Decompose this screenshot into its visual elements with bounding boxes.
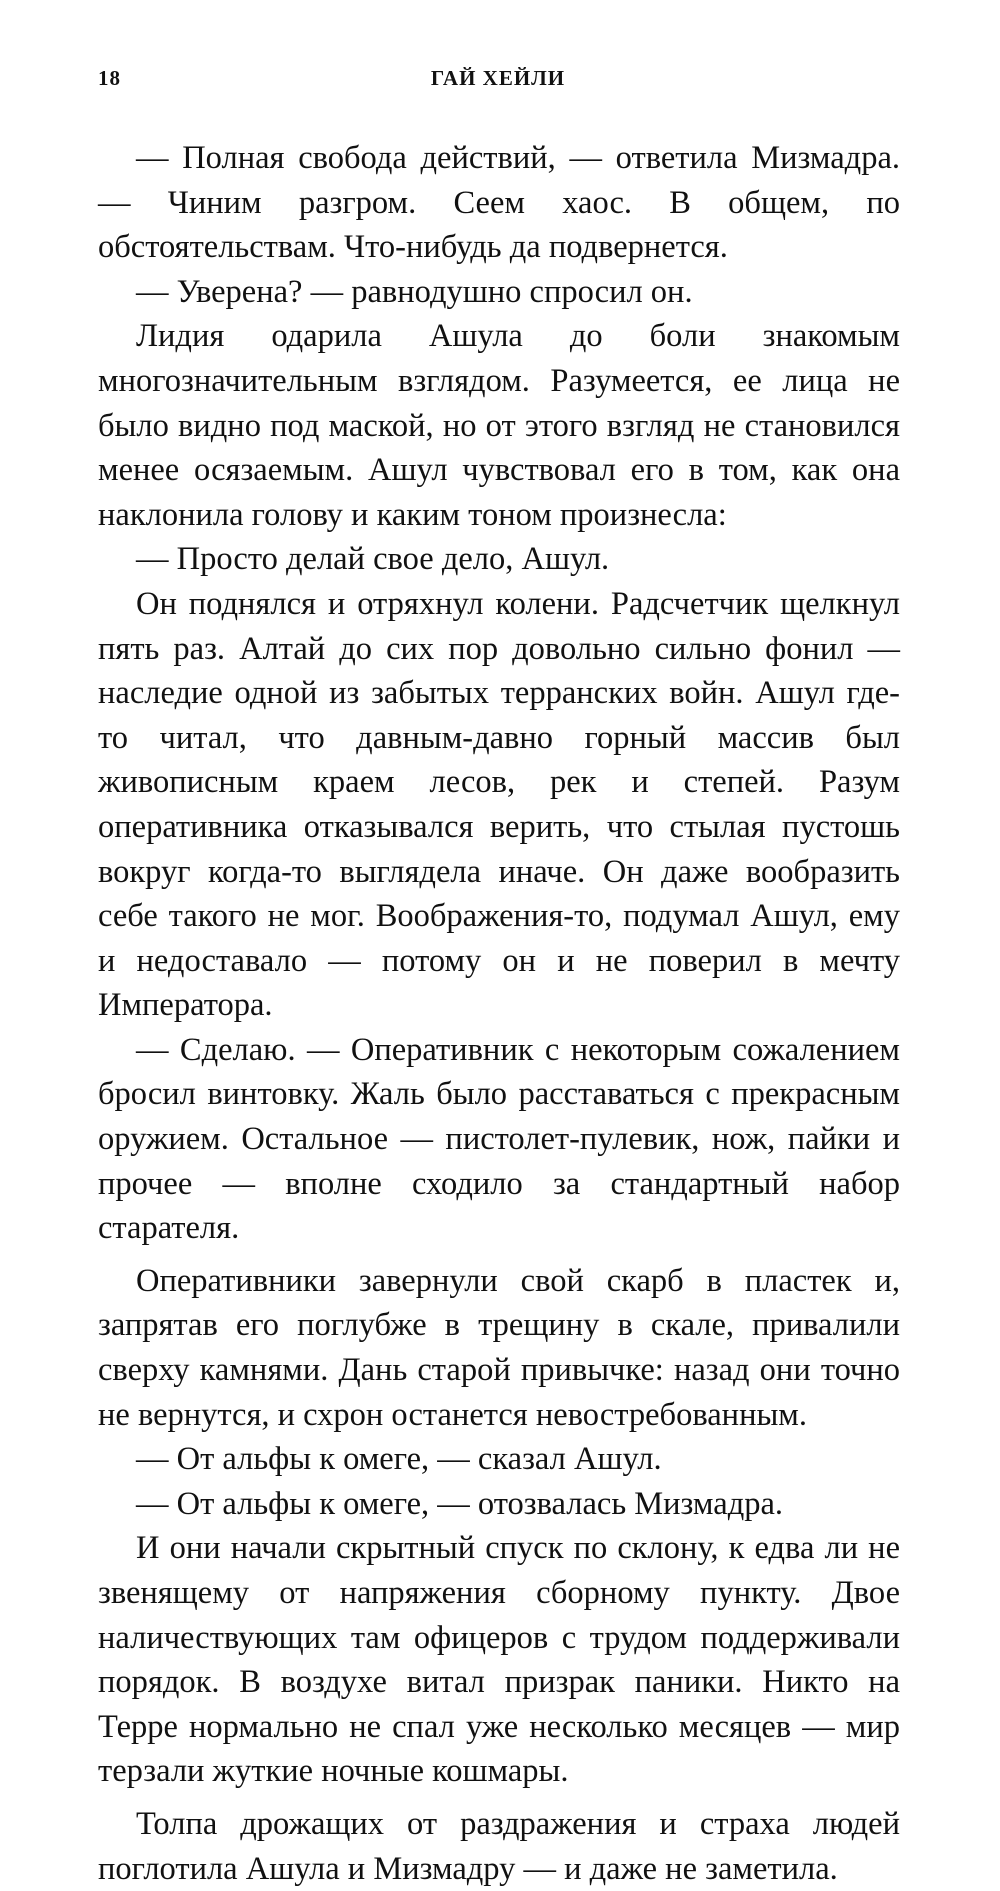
paragraph: — Просто делай свое дело, Ашул. [136,541,610,578]
text-body [98,136,900,1891]
paragraph: И они начали скрытный спуск по склону, к едва ли не звенящему от напряжения сборному пункту. Двое наличествующих там офицеров с трудом поддерживали порядок. В воздухе витал призрак паники. Никто на Терре нормально не спал уже несколько месяцев — мир терзали жуткие ночные кошмары. [98,1530,900,1790]
page-number: 18 [98,66,121,90]
paragraph: Лидия одарила Ашула до боли знакомым многозначительным взглядом. Разумеется, ее лица не было видно под маской, но от этого взгляд не становился менее осязаемым. Ашул чувствовал его в том, как она наклонила голову и каким тоном произнесла: [98,318,900,533]
paragraph: Он поднялся и отряхнул колени. Радсчетчик щелкнул пять раз. Алтай до сих пор довольно сильно фонил — наследие одной из забытых терранских войн. Ашул где-то читал, что давным-давно горный массив был живописным краем лесов, рек и степей. Разум оперативника отказывался верить, что стылая пустошь вокруг когда-то выглядела иначе. Он даже вообразить себе такого не мог. Воображения-то, подумал Ашул, ему и недоставало — потому он и не поверил в мечту Императора. [98,585,900,1024]
paragraph: Оперативники завернули свой скарб в пластек и, запрятав его поглубже в трещину в скале, привалили сверху камнями. Дань старой привычке: назад они точно не вернутся, и схрон останется невостребованным. [98,1262,900,1433]
paragraph: — Сделаю. — Оперативник с некоторым сожалением бросил винтовку. Жаль было расставаться с прекрасным оружием. Остальное — пистолет-пулевик, нож, пайки и прочее — вполне сходило за стандартный набор старателя. [98,1031,900,1247]
paragraph: Толпа дрожащих от раздражения и страха людей поглотила Ашула и Мизмадру — и даже не заметила. [98,1805,900,1887]
book-author: ГАЙ ХЕЙЛИ [430,66,566,90]
paragraph: — Уверена? — равнодушно спросил он. [136,273,693,310]
paragraph: — Полная свобода действий, — ответила Мизмадра. — Чиним разгром. Сеем хаос. В общем, по обстоятельствам. Что-нибудь да подвернется. [98,140,900,266]
paragraph: — От альфы к омеге, — сказал Ашул. [136,1441,662,1478]
paragraph: — От альфы к омеге, — отозвалась Мизмадра. [136,1485,784,1522]
running-head [98,66,898,96]
